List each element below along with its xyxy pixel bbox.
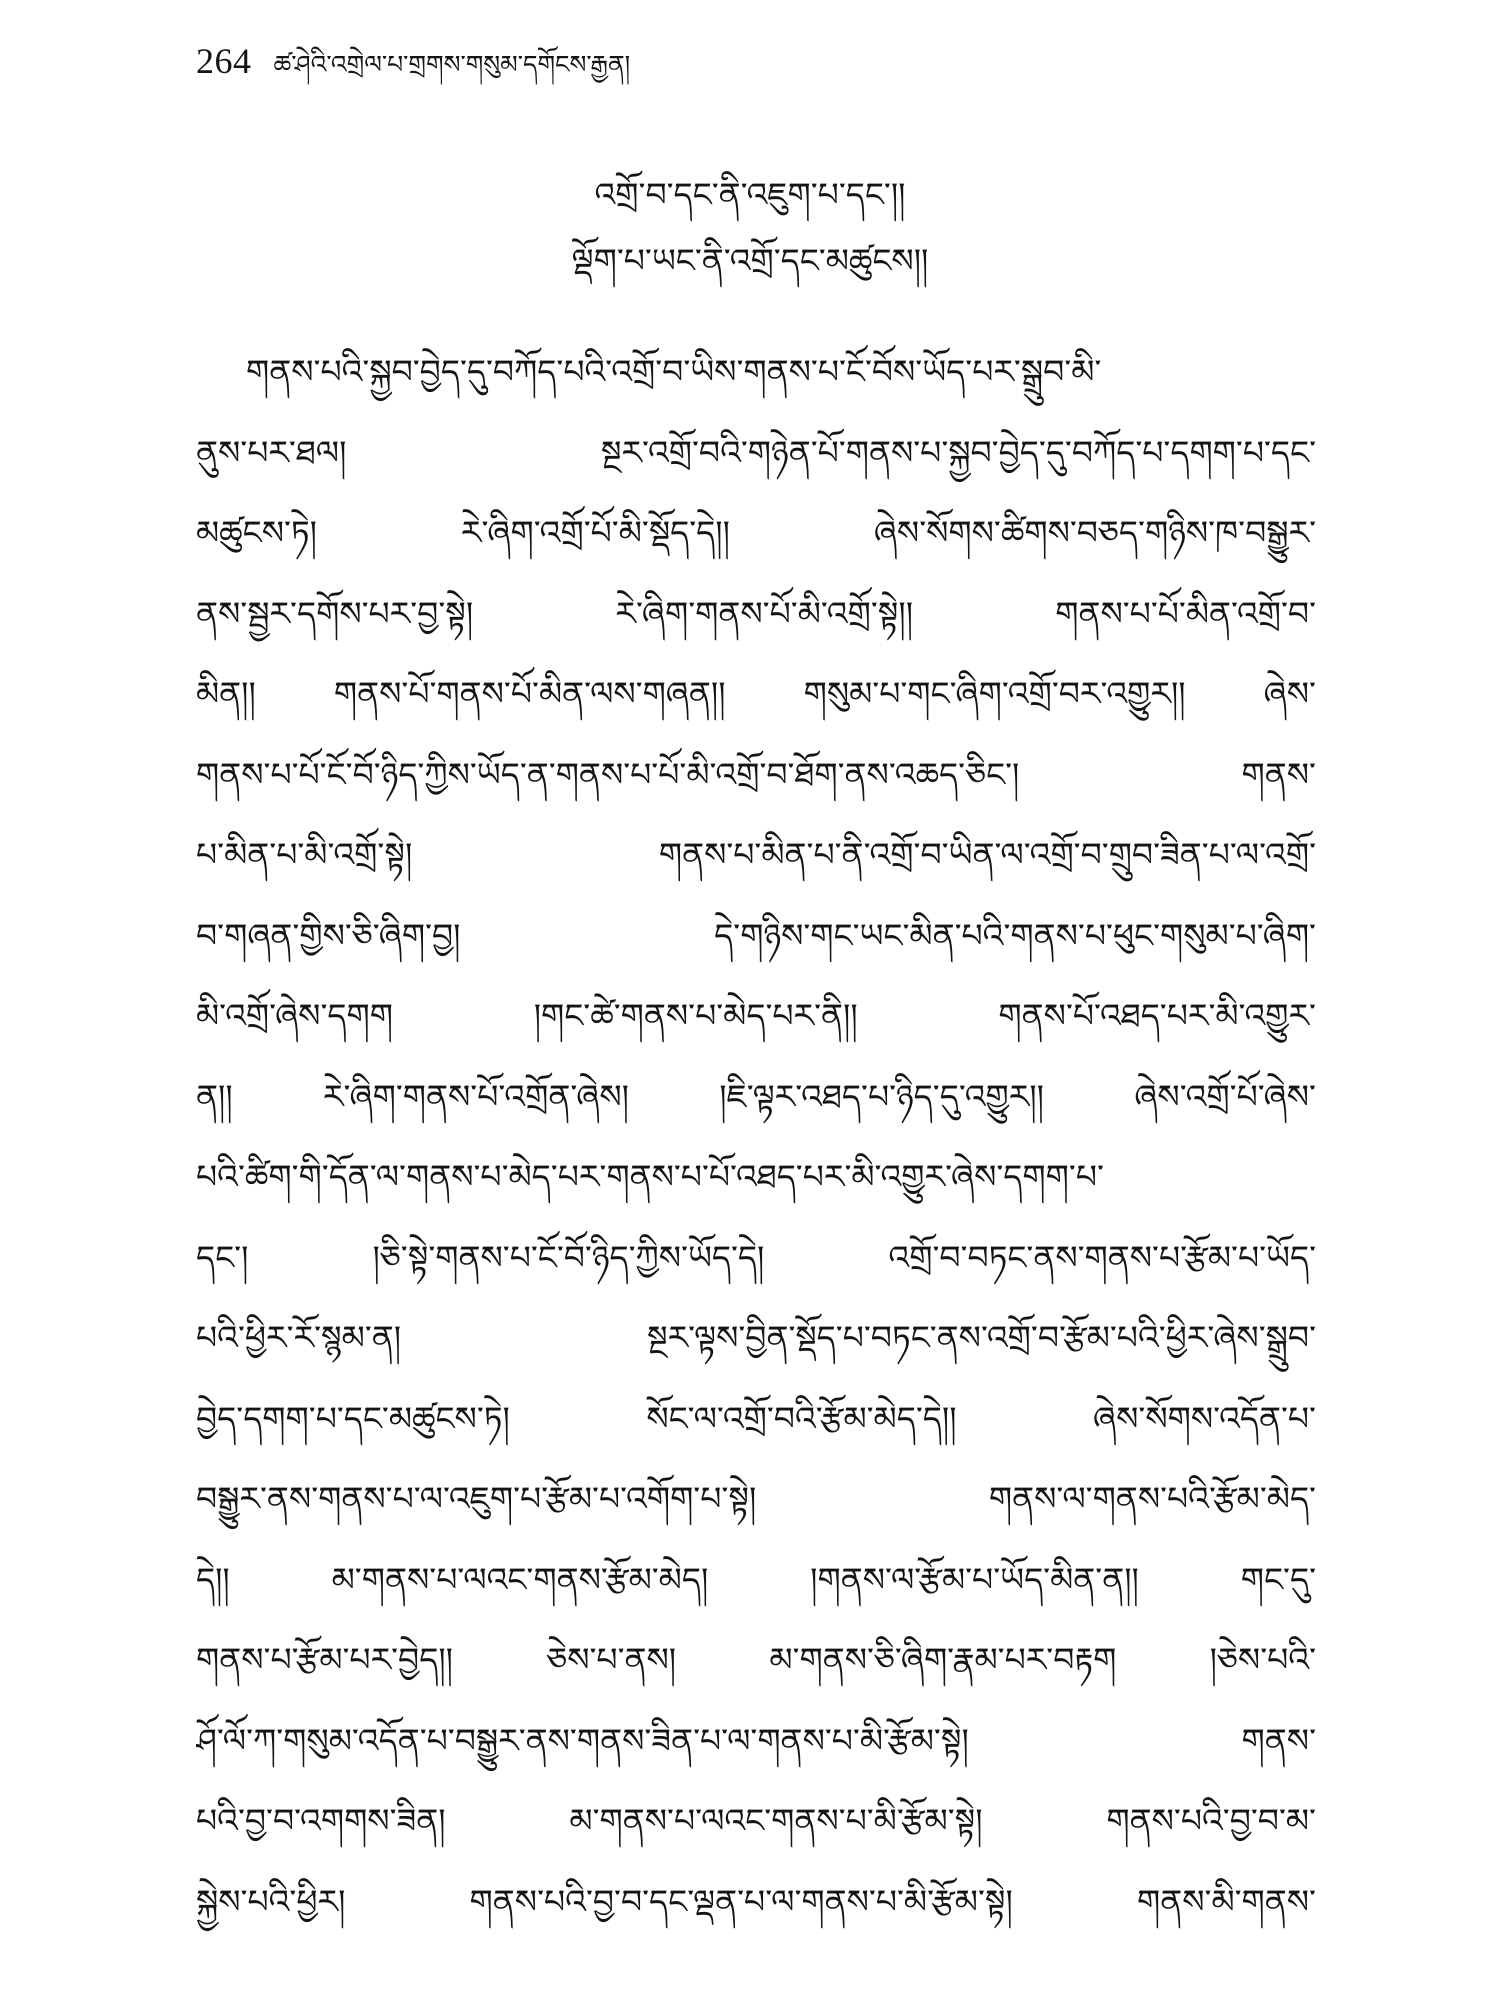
text-line: དེ།། མ་གནས་པ་ལའང་གནས་རྩོམ་མེད། །གནས་ལ་རྩོམ་པ་ཡོད་མིན་ན།། གང་དུ་ xyxy=(196,1559,1316,1599)
verse-line: ལྡོག་པ་ཡང་ནི་འགྲོ་དང་མཚུངས།། xyxy=(571,241,929,280)
text-line: གནས་པའི་སྐྱབ་བྱེད་དུ་བཀོད་པའི་འགྲོ་བ་ཡིས་གནས་པ་ངོ་བོས་ཡོད་པར་སྒྲུབ་མི་ xyxy=(246,352,1102,391)
text-line: ན།། རེ་ཞིག་གནས་པོ་འགྲོན་ཞེས། །ཇི་ལྟར་འཐད་པ་ཉིད་དུ་འགྱུར།། ཞེས་འགྲོ་པོ་ཞེས་ xyxy=(196,1076,1316,1116)
text-line: བསྒྱུར་ནས་གནས་པ་ལ་འཇུག་པ་རྩོམ་པ་འགོག་པ་སྟེ། གནས་ལ་གནས་པའི་རྩོམ་མེད་ xyxy=(196,1479,1316,1518)
text-line: མིན།། གནས་པོ་གནས་པོ་མིན་ལས་གཞན།། གསུམ་པ་གང་ཞིག་འགྲོ་བར་འགྱུར།། ཞེས་ xyxy=(196,674,1316,713)
text-line: ཤོ་ལོ་ཀ་གསུམ་འདོན་པ་བསྒྱུར་ནས་གནས་ཟིན་པ་ལ་གནས་པ་མི་རྩོམ་སྟེ། གནས་ xyxy=(196,1720,1316,1760)
text-line: མི་འགྲོ་ཞེས་དགག །གང་ཚེ་གནས་པ་མེད་པར་ནི།། གནས་པོ་འཐད་པར་མི་འགྱུར་ xyxy=(196,996,1316,1035)
text-line: ནས་སྦྱར་དགོས་པར་བྱ་སྟེ། རེ་ཞིག་གནས་པོ་མི་འགྲོ་སྟེ།། གནས་པ་པོ་མིན་འགྲོ་བ་ xyxy=(196,593,1316,633)
text-line: བྱེད་དགག་པ་དང་མཚུངས་ཏེ། སོང་ལ་འགྲོ་བའི་རྩོམ་མེད་དེ།། ཞེས་སོགས་འདོན་པ་ xyxy=(196,1398,1316,1438)
page-number: 264 xyxy=(196,41,252,81)
text-line: གནས་པ་རྩོམ་པར་བྱེད།། ཅེས་པ་ནས། མ་གནས་ཅི་ཞིག་རྣམ་པར་བརྟག །ཅེས་པའི་ xyxy=(196,1640,1316,1679)
text-line: པའི་བྱ་བ་འགགས་ཟིན། མ་གནས་པ་ལའང་གནས་པ་མི་རྩོམ་སྟེ། གནས་པའི་བྱ་བ་མ་ xyxy=(196,1801,1316,1840)
text-line: པའི་ཕྱིར་རོ་སྙམ་ན། སྔར་ལྟས་བྱིན་སྡོད་པ་བཏང་ནས་འགྲོ་བ་རྩོམ་པའི་ཕྱིར་ཞེས་སྒྲུབ་ xyxy=(196,1318,1316,1357)
body-text xyxy=(196,332,1316,1942)
text-line: སྐྱེས་པའི་ཕྱིར། གནས་པའི་བྱ་བ་དང་ལྡན་པ་ལ་གནས་པ་མི་རྩོམ་སྟེ། གནས་མི་གནས་ xyxy=(196,1881,1316,1921)
text-line: མཚུངས་ཏེ། རེ་ཞིག་འགྲོ་པོ་མི་སྡོད་དེ།། ཞེས་སོགས་ཚིགས་བཅད་གཉིས་ཁ་བསྒྱུར་ xyxy=(196,513,1316,552)
running-header xyxy=(196,36,1316,107)
verse-block xyxy=(0,162,1500,294)
text-line: ནུས་པར་ཐལ། སྔར་འགྲོ་བའི་གཉེན་པོ་གནས་པ་སྐྱབ་བྱེད་དུ་བཀོད་པ་དགག་པ་དང་ xyxy=(196,432,1316,472)
verse-line: འགྲོ་བ་དང་ནི་འཇུག་པ་དང་།། xyxy=(594,175,906,214)
text-line: པའི་ཚིག་གི་དོན་ལ་གནས་པ་མེད་པར་གནས་པ་པོ་འཐད་པར་མི་འགྱུར་ཞེས་དགག་པ་ xyxy=(196,1157,1104,1196)
text-line: གནས་པ་པོ་ངོ་བོ་ཉིད་ཀྱིས་ཡོད་ན་གནས་པ་པོ་མི་འགྲོ་བ་ཐོག་ནས་འཆད་ཅིང་། གནས་ xyxy=(196,754,1316,794)
text-line: དང་། །ཅི་སྟེ་གནས་པ་ངོ་བོ་ཉིད་ཀྱིས་ཡོད་དེ། འགྲོ་བ་བཏང་ནས་གནས་པ་རྩོམ་པ་ཡོད་ xyxy=(196,1237,1316,1277)
text-line: པ་མིན་པ་མི་འགྲོ་སྟེ། གནས་པ་མིན་པ་ནི་འགྲོ་བ་ཡིན་ལ་འགྲོ་བ་གྲུབ་ཟིན་པ་ལ་འགྲོ་ xyxy=(196,835,1316,874)
text-line: བ་གཞན་གྱིས་ཅི་ཞིག་བྱ། དེ་གཉིས་གང་ཡང་མིན་པའི་གནས་པ་ཕུང་གསུམ་པ་ཞིག་ xyxy=(196,915,1316,955)
running-title: ཚ་ཤེའི་འགྲེལ་པ་གྲགས་གསུམ་དགོངས་རྒྱན། xyxy=(273,50,631,79)
